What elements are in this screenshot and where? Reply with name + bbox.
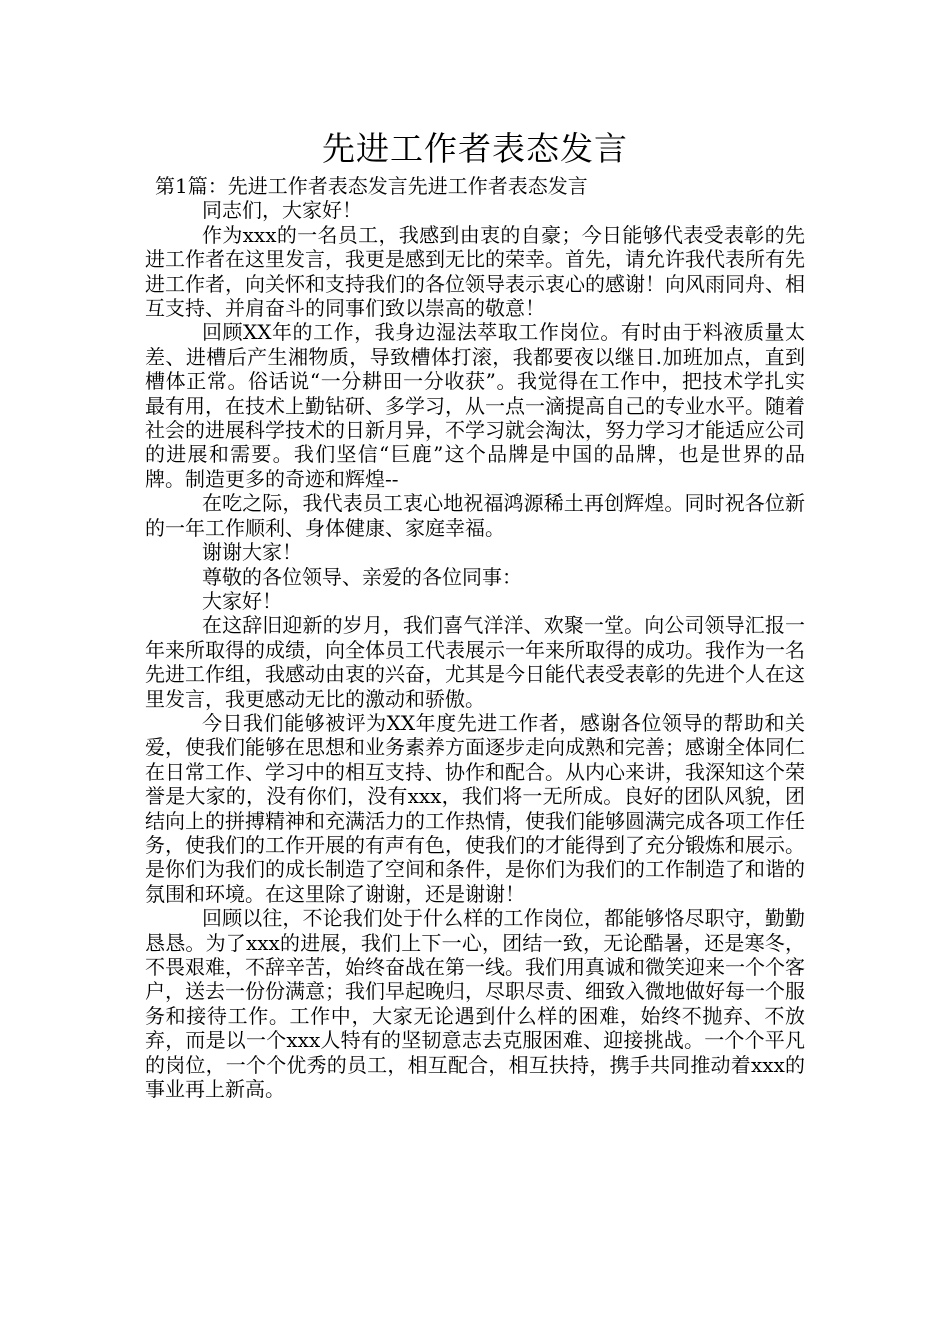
paragraph: 在这辞旧迎新的岁月，我们喜气洋洋、欢聚一堂。向公司领导汇报一年来所取得的成绩，向全体员工代表展示一年来所取得的成功。我作为一名先进工作组，我感动由衷的兴奋，尤其是今日能代表受表彰的先进个人在这里发言，我更感动无比的激动和骄傲。	[145, 613, 805, 711]
paragraph: 作为xxx的一名员工，我感到由衷的自豪；今日能够代表受表彰的先进工作者在这里发言，我更是感到无比的荣幸。首先，请允许我代表所有先进工作者，向关怀和支持我们的各位领导表示衷心的感谢！向风雨同舟、相互支持、并肩奋斗的同事们致以崇高的敬意！	[145, 222, 805, 321]
document-title: 先进工作者表态发言	[322, 129, 628, 168]
document-body	[145, 174, 805, 1101]
paragraph: 回顾以往，不论我们处于什么样的工作岗位，都能够恪尽职守，勤勤恳恳。为了xxx的进展，我们上下一心，团结一致，无论酷暑，还是寒冬，不畏艰难，不辞辛苦，始终奋战在第一线。我们用真诚和微笑迎来一个个客户，送去一份份满意；我们早起晚归，尽职尽责、细致入微地做好每一个服务和接待工作。工作中，大家无论遇到什么样的困难，始终不抛弃、不放弃，而是以一个xxx人特有的坚韧意志去克服困难、迎接挑战。一个个平凡的岗位，一个个优秀的员工，相互配合，相互扶持，携手共同推动着xxx的事业再上新高。	[145, 906, 805, 1102]
paragraph-greeting: 大家好！	[202, 588, 282, 613]
chapter-heading: 第1篇：先进工作者表态发言先进工作者表态发言	[155, 174, 588, 198]
paragraph-thanks: 谢谢大家！	[202, 540, 302, 565]
paragraph: 今日我们能够被评为XX年度先进工作者，感谢各位领导的帮助和关爱，使我们能够在思想和业务素养方面逐步走向成熟和完善；感谢全体同仁在日常工作、学习中的相互支持、协作和配合。从内心来讲，我深知这个荣誉是大家的，没有你们，没有xxx，我们将一无所成。良好的团队风貌，团结向上的拼搏精神和充满活力的工作热情，使我们能够圆满完成各项工作任务，使我们的工作开展的有声有色，使我们的才能得到了充分锻炼和展示。是你们为我们的成长制造了空间和条件，是你们为我们的工作制造了和谐的氛围和环境。在这里除了谢谢，还是谢谢！	[145, 710, 805, 906]
paragraph: 在吃之际，我代表员工衷心地祝福鸿源稀土再创辉煌。同时祝各位新的一年工作顺利、身体健康、家庭幸福。	[145, 491, 805, 540]
paragraph-greeting: 同志们，大家好！	[202, 198, 362, 223]
paragraph-salutation: 尊敬的各位领导、亲爱的各位同事：	[202, 564, 522, 589]
paragraph: 回顾XX年的工作，我身边湿法萃取工作岗位。有时由于料液质量太差、进槽后产生湘物质，导致槽体打滚，我都要夜以继日.加班加点，直到槽体正常。俗话说“一分耕田一分收获”。我觉得在工作中，把技术学扎实最有用，在技术上勤钻研、多学习，从一点一滴提高自己的专业水平。随着社会的进展科学技术的日新月异，不学习就会淘汰，努力学习才能适应公司的进展和需要。我们坚信“巨鹿”这个品牌是中国的品牌，也是世界的品牌。制造更多的奇迹和辉煌--	[145, 320, 805, 491]
